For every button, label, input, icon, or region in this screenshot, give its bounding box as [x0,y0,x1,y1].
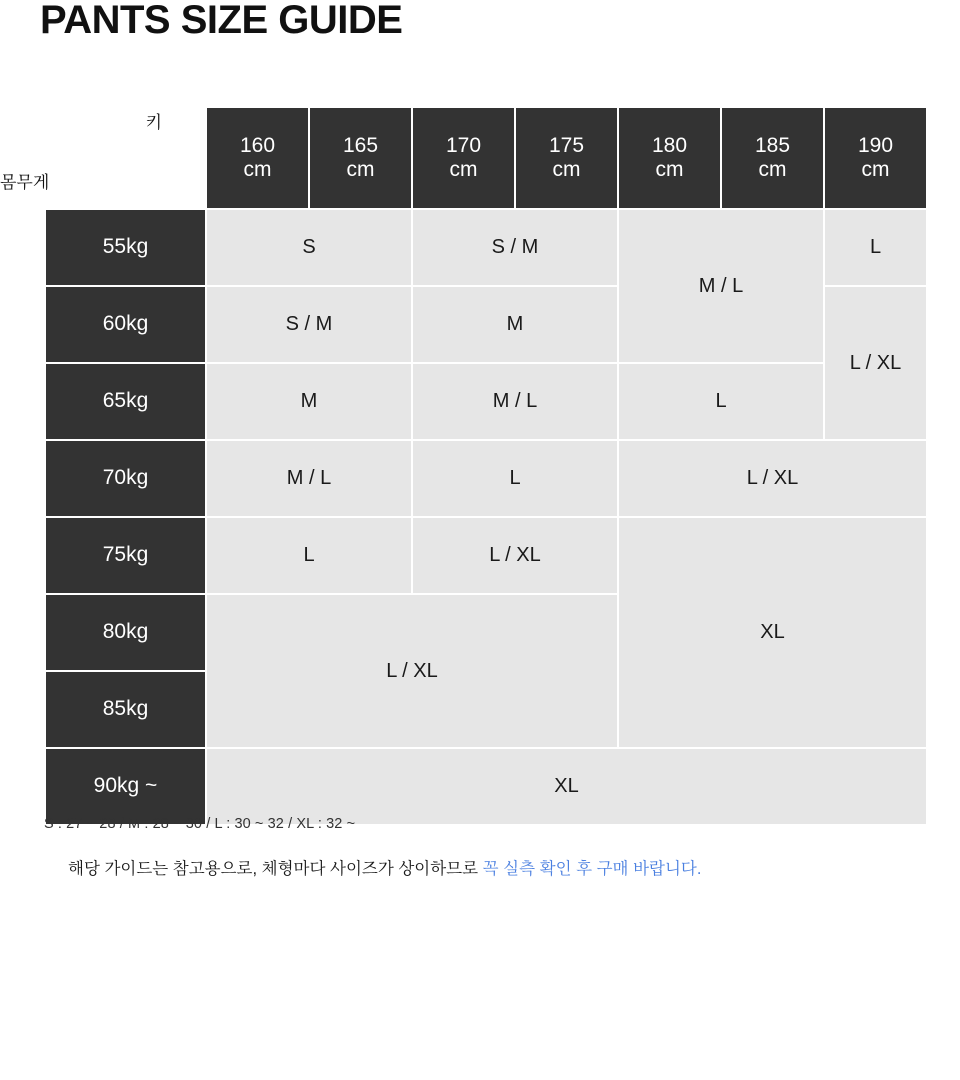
column-header-unit: cm [552,158,581,181]
row-header: 65kg [46,364,205,439]
column-header-value: 180 [651,133,688,157]
row-header: 55kg [46,210,205,285]
page-title: PANTS SIZE GUIDE [40,0,403,42]
size-cell: L [207,518,411,593]
size-cell: L [619,364,823,439]
column-header-value: 165 [342,133,379,157]
column-header-unit: cm [346,158,375,181]
size-cell: L [825,210,926,285]
size-cell: M / L [413,364,617,439]
size-range-note: S : 27 ~ 28 / M : 28 ~ 30 / L : 30 ~ 32 / XL : 32 ~ [44,816,356,832]
column-header [722,108,823,208]
column-header [825,108,926,208]
column-header [619,108,720,208]
row-header: 75kg [46,518,205,593]
disclaimer-note [68,855,701,879]
column-header-value: 160 [239,133,276,157]
size-cell: L / XL [413,518,617,593]
column-header-unit: cm [758,158,787,181]
size-cell: M / L [619,210,823,362]
size-cell: M [207,364,411,439]
size-cell: S [207,210,411,285]
column-header-value: 170 [445,133,482,157]
column-header-unit: cm [243,158,272,181]
axis-label-weight: 몸무게 [0,173,50,192]
column-header [310,108,411,208]
row-header: 90kg ~ [46,749,205,824]
size-cell: XL [207,749,926,824]
size-cell: M [413,287,617,362]
size-cell: XL [619,518,926,747]
row-header: 70kg [46,441,205,516]
size-cell: L [413,441,617,516]
column-header-value: 175 [548,133,585,157]
size-cell: S / M [413,210,617,285]
column-header-unit: cm [449,158,478,181]
size-chart-table [46,108,912,808]
column-header-unit: cm [655,158,684,181]
column-header-value: 185 [754,133,791,157]
size-cell: L / XL [207,595,617,747]
row-header: 85kg [46,672,205,747]
column-header [516,108,617,208]
column-header [207,108,308,208]
disclaimer-text: 해당 가이드는 참고용으로, 체형마다 사이즈가 상이하므로 [68,860,483,878]
size-cell: S / M [207,287,411,362]
column-header-unit: cm [861,158,890,181]
size-cell: M / L [207,441,411,516]
column-header-value: 190 [857,133,894,157]
column-header [413,108,514,208]
axis-label-height: 키 [145,113,162,132]
size-cell: L / XL [619,441,926,516]
size-cell: L / XL [825,287,926,439]
row-header: 60kg [46,287,205,362]
disclaimer-highlight: 꼭 실측 확인 후 구매 바랍니다. [482,860,702,878]
row-header: 80kg [46,595,205,670]
